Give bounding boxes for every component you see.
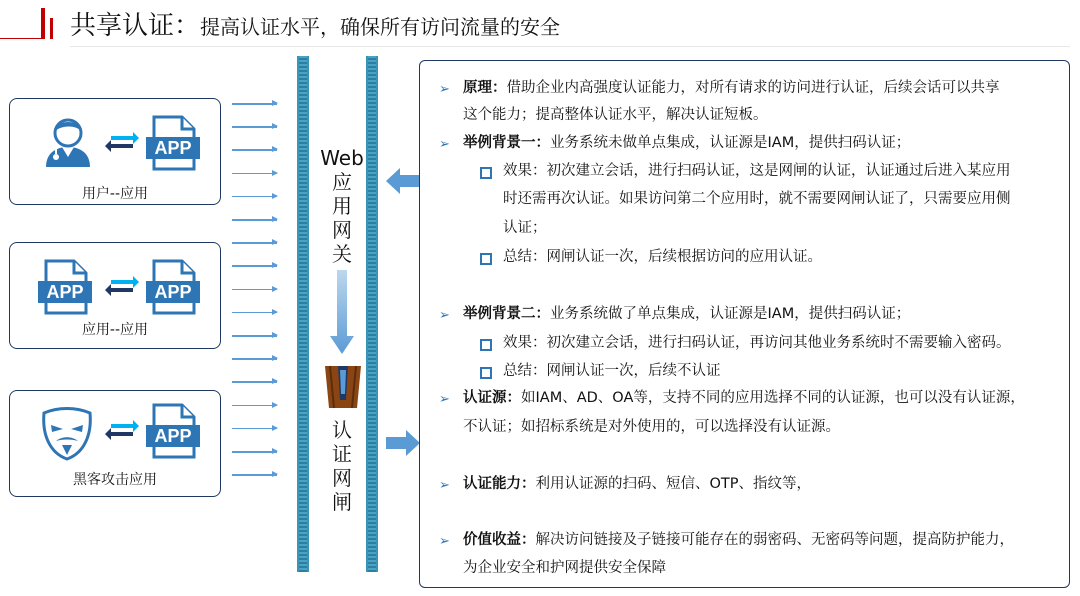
traffic-arrow (232, 381, 277, 383)
page-title-main: 共享认证： (70, 11, 201, 41)
bullet-arrow-icon: ➢ (439, 478, 450, 493)
app-label: APP (154, 138, 192, 158)
source-line-2: 不认证；如招标系统是对外使用的，可以选择没有认证源。 (463, 419, 840, 435)
scenario-caption: 用户--应用 (81, 186, 149, 202)
page-title-subtitle: 提高认证水平，确保所有访问流量的安全 (200, 15, 561, 39)
user-icon (40, 113, 96, 169)
example1-label: 举例背景一： (463, 135, 550, 151)
auth-gate-label (318, 418, 366, 514)
app-label: APP (154, 426, 192, 446)
example2-effect: 效果：初次建立会话，进行扫码认证，再访问其他业务系统时不需要输入密码。 (503, 335, 1011, 351)
scenario-box-user-app (9, 98, 221, 205)
header-accent-bar-small (50, 18, 53, 39)
auth-char: 闸 (332, 490, 352, 514)
down-arrow-icon (330, 270, 354, 354)
page-title (70, 8, 560, 44)
value-line-2: 为企业安全和护网提供安全保障 (463, 560, 666, 576)
bullet-arrow-icon: ➢ (439, 534, 450, 549)
app-icon (146, 259, 200, 315)
example1-summary: 总结：网闸认证一次，后续根据访问的应用认证。 (503, 249, 822, 265)
bullet-arrow-icon: ➢ (439, 82, 450, 97)
square-bullet-icon (480, 367, 492, 379)
header-divider (70, 46, 1070, 47)
square-bullet-icon (480, 339, 492, 351)
traffic-arrow (232, 149, 277, 151)
example1-heading: 举例背景一：业务系统未做单点集成，认证源是IAM，提供扫码认证； (463, 135, 911, 151)
principle-line-2: 这个能力；提高整体认证水平，解决认证短板。 (463, 107, 768, 123)
web-gateway-label (318, 146, 366, 266)
app-icon (146, 403, 200, 459)
app-icon (146, 115, 200, 171)
example2-label: 举例背景二： (463, 306, 550, 322)
gateway-barrel-icon (322, 364, 364, 410)
gateway-pillar-left (297, 56, 309, 572)
header-accent-bar (41, 8, 45, 39)
bullet-arrow-icon: ➢ (439, 137, 450, 152)
hacker-mask-icon (38, 405, 96, 463)
app-icon (38, 259, 92, 315)
square-bullet-icon (480, 167, 492, 179)
principle-line-1: 原理：借助企业内高强度认证能力，对所有请求的访问进行认证，后续会话可以共享 (463, 80, 1000, 96)
traffic-arrow (232, 405, 277, 407)
app-label: APP (46, 282, 84, 302)
value-label: 价值收益： (463, 532, 536, 548)
swap-arrows-icon (105, 131, 139, 153)
capability-label: 认证能力： (463, 476, 536, 492)
example2-heading: 举例背景二：业务系统做了单点集成，认证源是IAM，提供扫码认证； (463, 306, 911, 322)
traffic-arrow (232, 335, 277, 337)
traffic-arrow (232, 196, 277, 198)
web-char: 网 (332, 218, 352, 242)
traffic-arrow (232, 126, 277, 128)
traffic-arrow (232, 428, 277, 430)
traffic-arrow (232, 451, 277, 453)
traffic-arrow (232, 312, 277, 314)
source-line-1: 认证源：如IAM、AD、OA等，支持不同的应用选择不同的认证源，也可以没有认证源， (463, 390, 1025, 406)
web-char: 用 (332, 194, 352, 218)
square-bullet-icon (480, 253, 492, 265)
traffic-arrow (232, 103, 277, 105)
web-label: Web (320, 146, 364, 170)
capability-line: 认证能力：利用认证源的扫码、短信、OTP、指纹等， (463, 476, 812, 492)
auth-char: 认 (332, 418, 352, 442)
traffic-arrow (232, 474, 277, 476)
left-arrow-icon (386, 168, 420, 194)
web-char: 应 (332, 170, 352, 194)
scenario-caption: 黑客攻击应用 (73, 472, 157, 488)
traffic-arrow (232, 265, 277, 267)
bullet-arrow-icon: ➢ (439, 392, 450, 407)
source-label: 认证源： (463, 390, 521, 406)
auth-char: 证 (332, 442, 352, 466)
swap-arrows-icon (105, 419, 139, 441)
scenario-caption: 应用--应用 (81, 322, 149, 338)
traffic-arrow (232, 173, 277, 175)
gateway-pillar-right (366, 56, 378, 572)
right-arrow-icon (386, 430, 420, 456)
example1-effect-line-1: 效果：初次建立会话，进行扫码认证，这是网闸的认证，认证通过后进入某应用 (503, 163, 1011, 179)
traffic-arrow (232, 289, 277, 291)
auth-char: 网 (332, 466, 352, 490)
traffic-arrow (232, 219, 277, 221)
bullet-arrow-icon: ➢ (439, 308, 450, 323)
header-accent-line (0, 38, 44, 39)
value-line-1: 价值收益：解决访问链接及子链接可能存在的弱密码、无密码等问题，提高防护能力， (463, 532, 1014, 548)
swap-arrows-icon (105, 275, 139, 297)
app-label: APP (154, 282, 192, 302)
web-char: 关 (332, 242, 352, 266)
example2-summary: 总结：网闸认证一次，后续不认证 (503, 363, 721, 379)
principle-label: 原理： (463, 80, 507, 96)
example1-effect-line-3: 认证； (503, 220, 547, 236)
traffic-arrow (232, 358, 277, 360)
scenario-box-hacker-app (9, 390, 221, 497)
traffic-arrow (232, 242, 277, 244)
scenario-box-app-app (9, 242, 221, 349)
example1-effect-line-2: 时还需再次认证。如果访问第二个应用时，就不需要网闸认证了，只需要应用侧 (503, 191, 1011, 207)
